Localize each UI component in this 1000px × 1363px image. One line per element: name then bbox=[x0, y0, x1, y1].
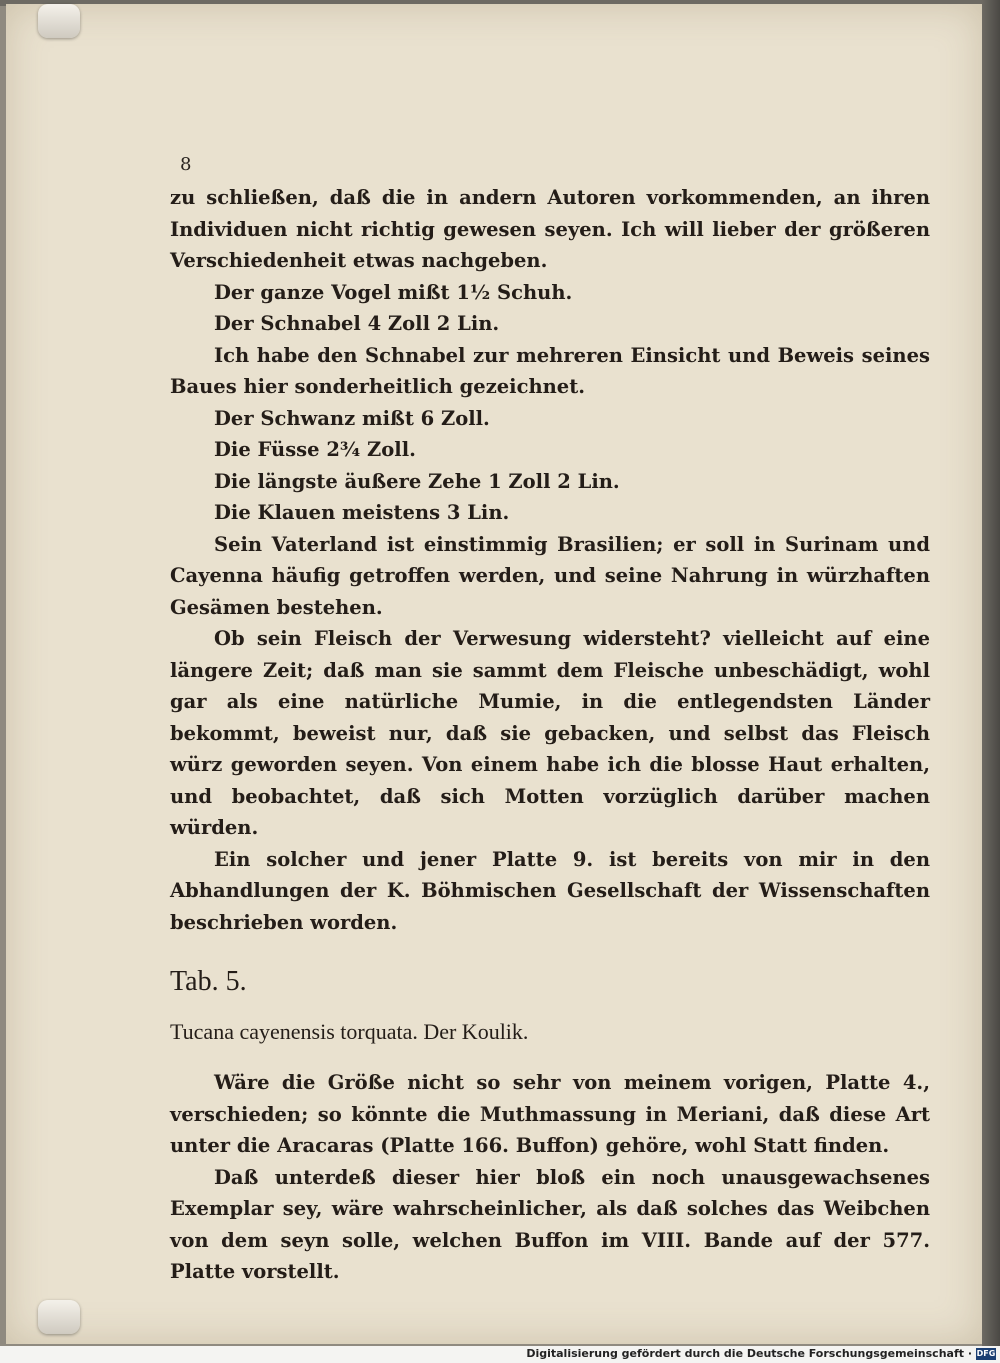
section-heading: Tab. 5. bbox=[170, 966, 247, 997]
paragraph-1: zu schließen, daß die in andern Autoren vorkommenden, an ihren Individuen nicht richtig gewesen seyen. Ich will lieber der größeren Verschiedenheit etwas nachgeben. bbox=[170, 186, 930, 272]
section-subheading: Tucana cayenensis torquata. Der Koulik. bbox=[170, 1018, 529, 1044]
paragraph-4: Ich habe den Schnabel zur mehreren Einsicht und Beweis seines Baues hier sonderheitlich gezeichnet. bbox=[170, 343, 930, 398]
paragraph-5: Der Schwanz mißt 6 Zoll. bbox=[214, 406, 490, 430]
page-right-edge bbox=[982, 0, 1000, 1346]
bottom-clip bbox=[38, 1300, 80, 1334]
paragraph-11: Ein solcher und jener Platte 9. ist bereits von mir in den Abhandlungen der K. Böhmischen Gesellschaft der Wissenschaften beschrieben worden. bbox=[170, 847, 930, 934]
footer-text: Digitalisierung gefördert durch die Deutsche Forschungsgemeinschaft · bbox=[526, 1347, 972, 1360]
paragraph-3: Der Schnabel 4 Zoll 2 Lin. bbox=[214, 312, 500, 335]
top-clip bbox=[38, 4, 80, 38]
page-text bbox=[170, 182, 930, 1288]
paragraph-7: Die längste äußere Zehe 1 Zoll 2 Lin. bbox=[214, 469, 620, 493]
footer-bar bbox=[0, 1346, 1000, 1363]
paragraph-8: Die Klauen meistens 3 Lin. bbox=[214, 501, 510, 524]
paragraph-10: Ob sein Fleisch der Verwesung widersteht? vielleicht auf eine längere Zeit; daß man sie sammt dem Fleische unbeschädigt, wohl gar als eine natürliche Mumie, in die entlegendsten Länder bekommt, beweist nur, daß sie gebacken, und selbst das Fleisch würz geworden seyen. Von einem habe ich die blosse Haut erhalten, und beobachtet, daß sich Motten vorzüglich darüber machen würden. bbox=[170, 627, 930, 839]
paragraph-9: Sein Vaterland ist einstimmig Brasilien; er soll in Surinam und Cayenna häufig getroffen werden, und seine Nahrung in würzhaften Gesämen bestehen. bbox=[170, 532, 930, 619]
paragraph-2: Der ganze Vogel mißt 1½ Schuh. bbox=[214, 280, 573, 304]
paragraph-13: Daß unterdeß dieser hier bloß ein noch unausgewachsenes Exemplar sey, wäre wahrscheinlicher, als daß solches das Weibchen von dem seyn solle, welchen Buffon im VIII. Bande auf der 577. Platte vorstellt. bbox=[170, 1165, 930, 1283]
page-number: 8 bbox=[180, 154, 192, 175]
dfg-logo-icon: DFG bbox=[976, 1349, 996, 1358]
paragraph-12: Wäre die Größe nicht so sehr von meinem vorigen, Platte 4., verschieden; so könnte die Muthmassung in Meriani, daß diese Art unter die Aracaras (Platte 166. Buffon) gehöre, wohl Statt finden. bbox=[170, 1071, 930, 1157]
paragraph-6: Die Füsse 2¾ Zoll. bbox=[214, 438, 416, 461]
